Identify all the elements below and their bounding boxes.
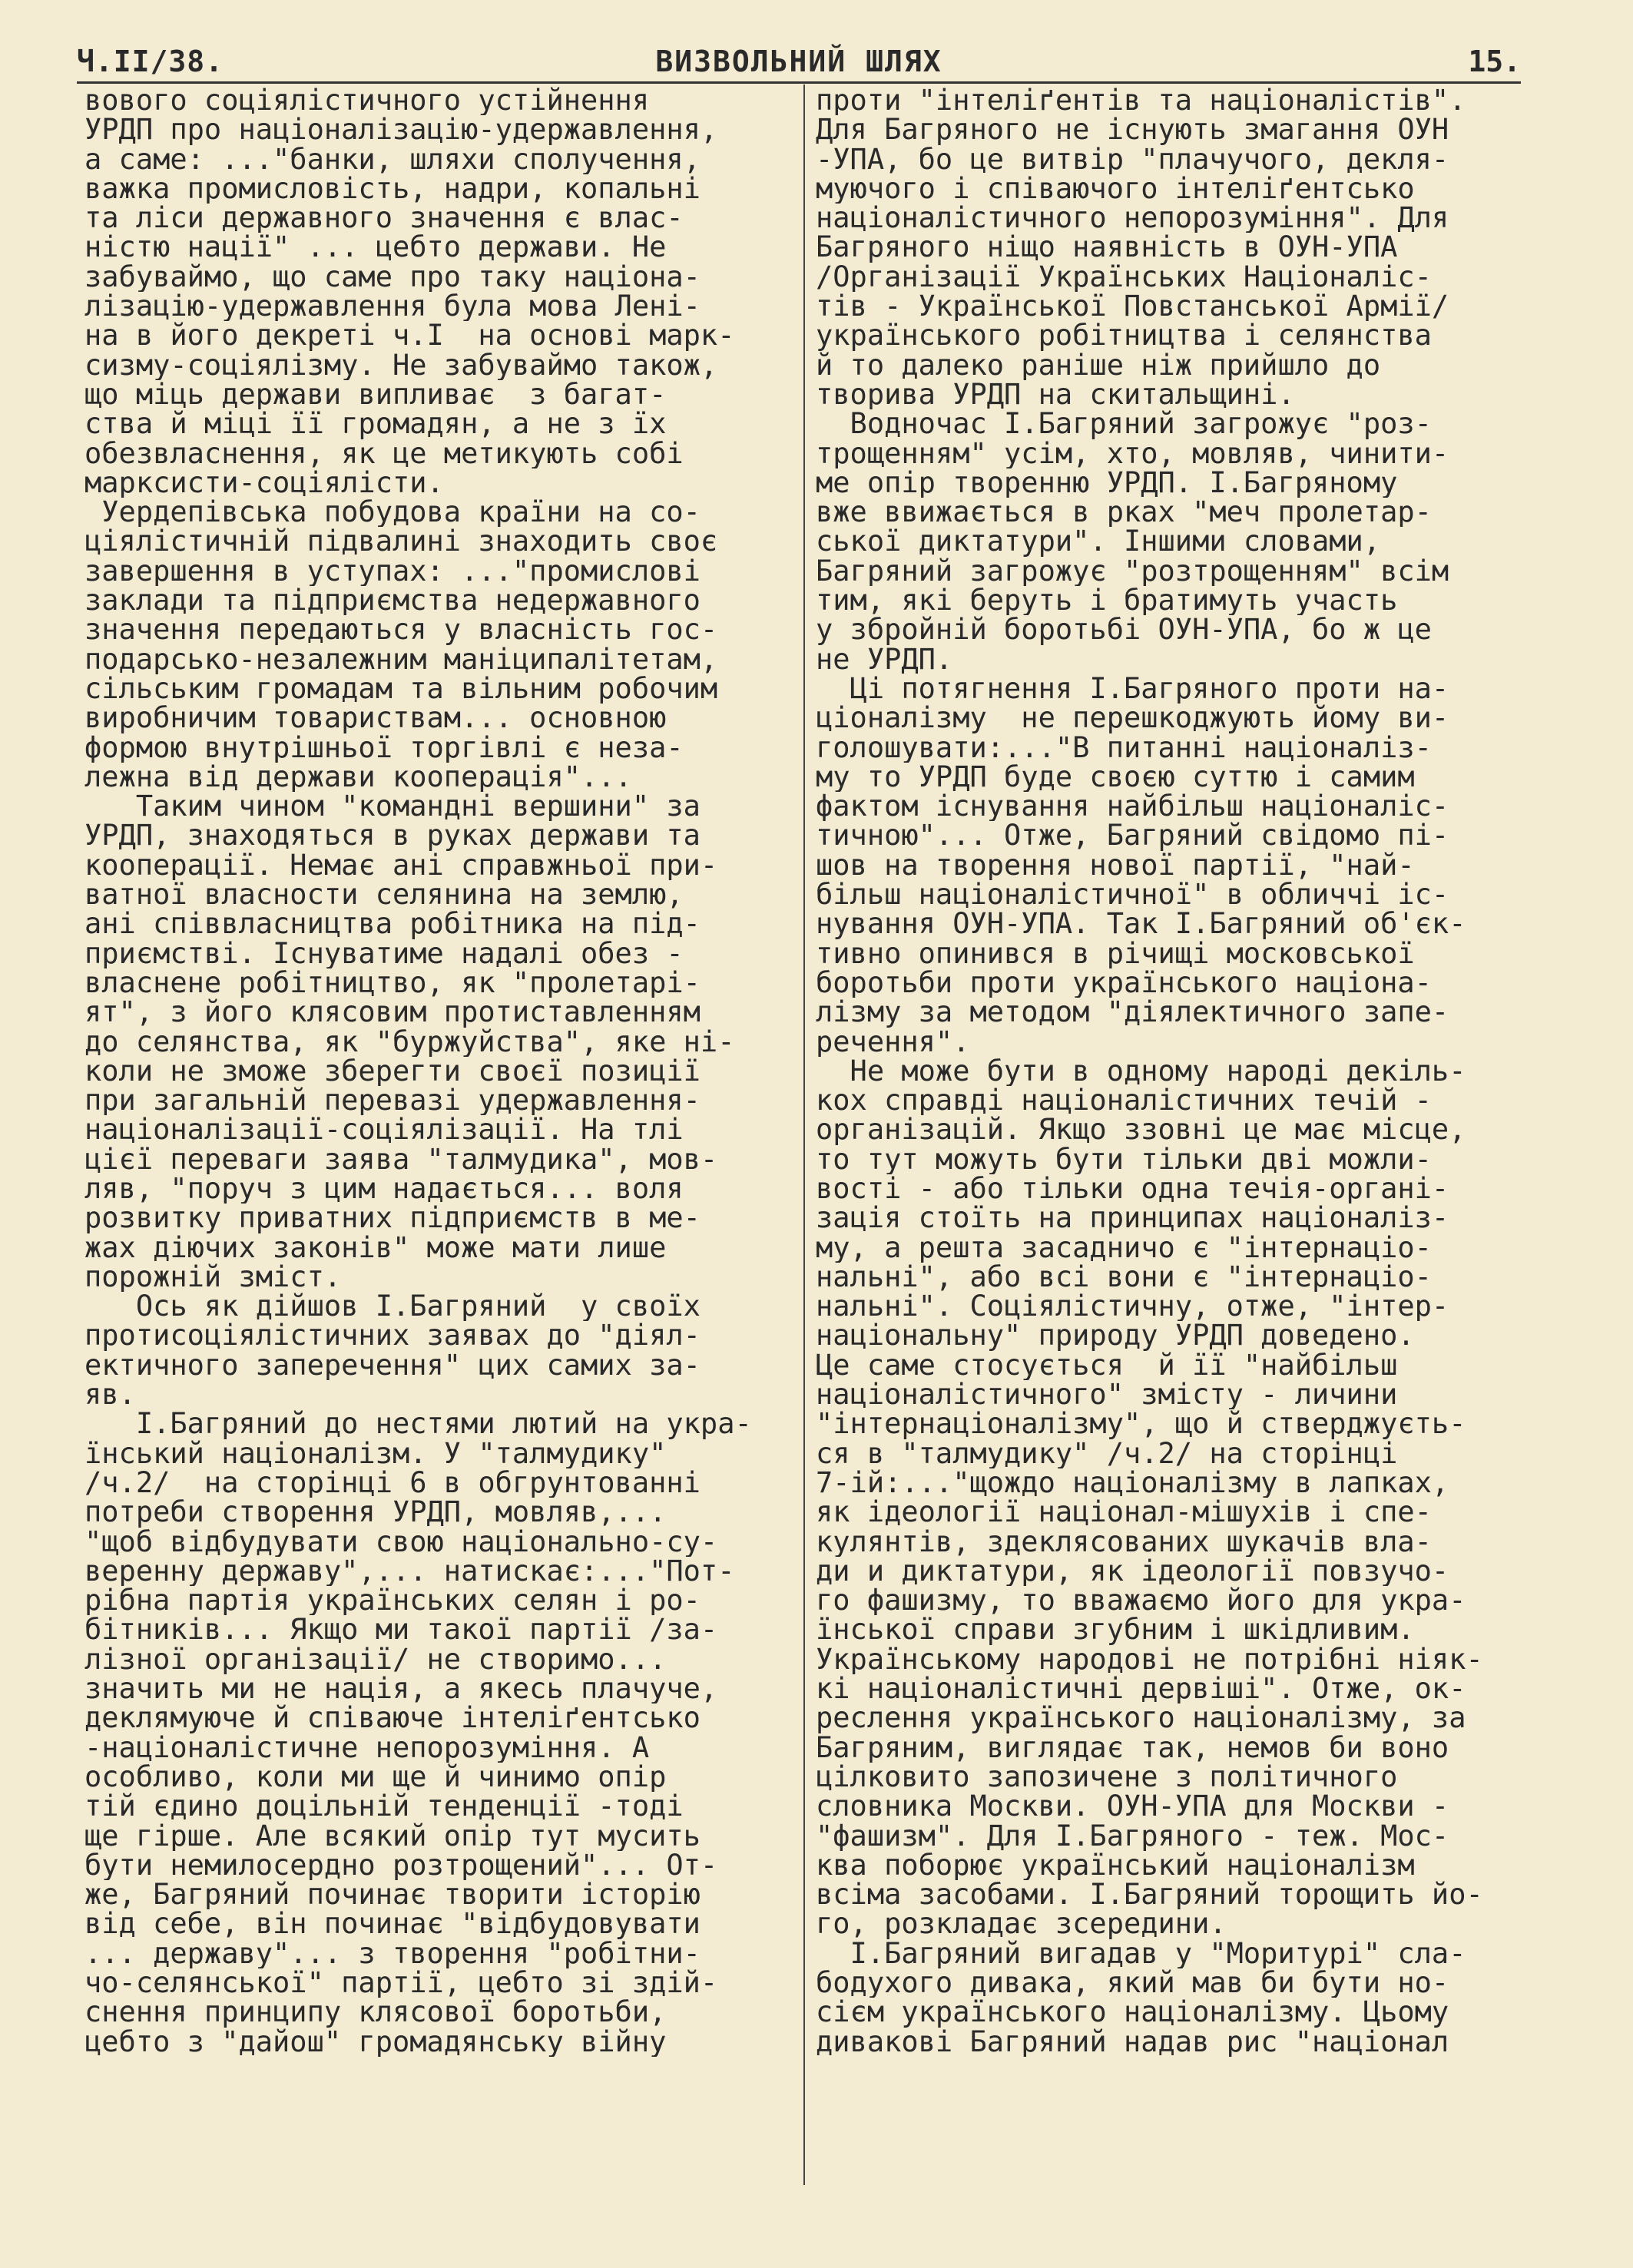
text-line: ектичного заперечення" цих самих за- [84,1350,701,1381]
text-line: деклямуюче й співаюче інтеліґентсько [84,1703,701,1733]
text-line: що міць держави випливає з багат- [84,379,667,410]
text-line: яв. [84,1380,136,1410]
text-line: жах діючих законів" може мати лише [84,1233,667,1263]
text-line: вості - або тільки одна течія-органі- [816,1174,1449,1204]
text-line: не УРДП. [816,644,953,674]
text-line: Ці потягнення I.Багряного проти на- [816,674,1449,704]
text-line: сизму-соціялізму. Не забуваймо також, [84,350,718,380]
text-line: ся в "талмудику" /ч.2/ на сторінці [816,1439,1398,1468]
text-line: проти "інтеліґентів та націоналістів". [816,86,1466,116]
text-line: бітників... Якщо ми такої партії /за- [84,1615,718,1645]
column-divider [803,84,805,2185]
text-line: вже ввижається в рках "меч пролетар- [816,498,1432,528]
text-line: то тут можуть бути тільки дві можли- [816,1144,1432,1174]
text-line: муючого і співаючого інтеліґентсько [816,174,1415,204]
text-line: лізацію-удержавлення була мова Лені- [84,292,701,322]
text-line: протисоціялістичних заявах до "діял- [84,1321,701,1351]
text-line: подарсько-незалежним маніципалітетам, [84,644,718,674]
text-line: ква поборює український націоналізм [816,1850,1415,1881]
text-line: забуваймо, що саме про таку націона- [84,262,701,293]
text-line: важка промисловість, надри, копальні [84,174,701,204]
text-line: а саме: ..."банки, шляхи сполучення, [84,144,701,174]
text-line: ністю нації" ... цебто держави. Не [84,233,667,263]
text-line: цілковито запозичене з політичного [816,1762,1398,1793]
text-line: "інтернаціоналізму", що й стверджуєть- [816,1409,1466,1439]
text-line: голошувати:..."В питанні націоналіз- [816,733,1432,763]
right-column [816,86,1538,2057]
text-line: Водночас I.Багряний загрожує "роз- [816,409,1432,439]
text-line: УРДП про націоналізацію-удержавлення, [84,115,718,145]
text-line: му то УРДП буде своєю суттю і самим [816,762,1415,793]
text-line: боротьби проти українського націона- [816,968,1432,998]
text-line: націоналістичного" змісту - личини [816,1380,1398,1410]
text-line: ляв, "поруч з цим надається... воля [84,1174,684,1204]
text-line: як ідеології націонал-мішухів і спе- [816,1498,1432,1528]
text-line: приємстві. Існуватиме надалі обез - [84,939,684,968]
text-line: же, Багряний починає творити історію [84,1880,701,1910]
text-line: кох справді націоналістичних течій - [816,1086,1432,1116]
text-line: -націоналістичне непорозуміння. А [84,1733,650,1763]
text-line: особливо, коли ми ще й чинимо опір [84,1762,667,1793]
publication-title: ВИЗВОЛЬНИЙ ШЛЯХ [655,45,942,78]
text-line: трощенням" усім, хто, мовляв, чинити- [816,439,1449,468]
text-line: вового соціялістичного устійнення [84,86,650,116]
text-line: у збройній боротьбі ОУН-УПА, бо ж це [816,615,1432,645]
text-line: націоналізації-соціялізації. На тлі [84,1115,684,1145]
text-line: власнене робітництво, як "пролетарі- [84,968,701,998]
text-line: бути немилосердно розтрощений"... От- [84,1850,718,1881]
text-line: го, розкладає зсередини. [816,1909,1227,1939]
text-line: шов на творення нової партії, "най- [816,850,1415,881]
left-column [84,86,791,2057]
text-line: веренну державу",... натискає:..."Пот- [84,1556,735,1587]
text-line: ватної власности селянина на землю, [84,880,684,910]
text-line: розвитку приватних підприємств в ме- [84,1204,701,1233]
text-line: їнської справи згубним і шкідливим. [816,1615,1415,1645]
text-line: реслення українського націоналізму, за [816,1703,1466,1733]
text-line: кі націоналістичні дервіші". Отже, ок- [816,1674,1466,1704]
header-rule [77,81,1521,84]
text-line: націоналістичного непорозуміння". Для [816,204,1449,233]
text-line: диваковi Багряний надав рис "націонал [816,2027,1449,2057]
text-line: УРДП, знаходяться в руках держави та [84,821,701,851]
text-line: сієм українського націоналізму. Цьому [816,1998,1449,2028]
text-line: ме опір творенню УРДП. I.Багряному [816,468,1398,498]
text-line: ства й міці її громадян, а не з їх [84,409,667,439]
text-line: ані співвласництва робітника на під- [84,909,701,939]
text-line: Ось як дійшов I.Багряний у своїх [84,1292,701,1322]
text-line: українського робітництва і селянства [816,321,1432,351]
text-line: кооперації. Немає ані справжньої при- [84,850,718,881]
text-line: Багряного ніщо наявність в ОУН-УПА [816,233,1398,263]
text-line: тивно опинився в річищі московської [816,939,1415,968]
text-line: сільським громадам та вільним робочим [84,674,718,704]
text-line: снення принципу клясової боротьби, [84,1998,667,2028]
text-line: всіма засобами. I.Багряний торощить йо- [816,1880,1483,1910]
text-line: чо-селянської" партії, цебто зі здій- [84,1968,718,1998]
issue-number: Ч.II/38. [77,45,224,78]
text-line: /ч.2/ на сторінці 6 в обгрунтованні [84,1468,701,1498]
text-line: національну" природу УРДП доведено. [816,1321,1415,1351]
text-line: й то далеко раніше ніж прийшло до [816,350,1381,380]
text-line: тій єдино доцільній тенденції -тоді [84,1792,684,1822]
text-line: ще гірше. Але всякий опір тут мусить [84,1821,701,1851]
text-line: Не може бути в одному народі декіль- [816,1056,1466,1087]
text-line: I.Багряний до нестями лютий на укра- [84,1409,752,1439]
text-line: до селянства, як "буржуйства", яке ні- [84,1027,735,1057]
text-line: речення". [816,1027,970,1057]
text-line: рібна партія українських селян і ро- [84,1586,701,1616]
text-line: нування ОУН-УПА. Так I.Багряний об'єк- [816,909,1466,939]
text-line: -УПА, бо це витвір "плачучого, декля- [816,144,1449,174]
text-line: 7-ій:..."щождо націоналізму в лапках, [816,1468,1449,1498]
text-line: цієї переваги заява "талмудика", мов- [84,1144,718,1174]
text-line: порожній зміст. [84,1262,342,1293]
text-line: їнський націоналізм. У "талмудику" [84,1439,667,1468]
text-line: Уердепівська побудова країни на со- [84,498,701,528]
text-line: Багряний загрожує "розтрощенням" всім [816,556,1449,587]
text-line: на в його декреті ч.I на основі марк- [84,321,735,351]
text-line: значить ми не нація, а якесь плачуче, [84,1674,718,1704]
text-line: при загальній перевазі удержавлення- [84,1086,701,1116]
text-line: завершення в уступах: ..."промислові [84,556,701,587]
text-line: та ліси державного значення є влас- [84,204,684,233]
text-line: "щоб відбудувати свою національно-су- [84,1527,718,1557]
text-line: ди и диктатури, як ідеології повзучо- [816,1556,1449,1587]
text-line: коли не зможе зберегти своєї позиції [84,1056,701,1087]
text-line: лізної організації/ не створимо... [84,1644,667,1675]
text-line: творива УРДП на скитальщині. [816,379,1295,410]
text-line: Українському народові не потрібні ніяк- [816,1644,1483,1675]
text-line: тів - Української Повстанської Армії/ [816,292,1449,322]
text-line: Таким чином "командні вершини" за [84,792,701,822]
text-line: Це саме стосується й її "найбільш [816,1350,1398,1381]
text-line: бодухого дивака, який мав би бути но- [816,1968,1449,1998]
page-header [77,45,1521,81]
text-line: ської диктатури". Іншими словами, [816,527,1381,557]
text-line: потреби створення УРДП, мовляв,... [84,1498,667,1528]
text-line: цебто з "дайош" громадянську війну [84,2027,667,2057]
text-line: I.Багряний вигадав у "Моритурі" сла- [816,1939,1466,1968]
text-line: му, а решта засадничо є "інтернаціо- [816,1233,1432,1263]
text-line: го фашизму, то вважаємо його для укра- [816,1586,1466,1616]
text-line: ят", з його клясовим протиставленням [84,998,701,1028]
text-line: від себе, він починає "відбудовувати [84,1909,701,1939]
text-line: фактом існування найбільш націоналіс- [816,792,1449,822]
text-line: виробничим товариствам... основною [84,704,667,733]
text-line: організацій. Якщо ззовні це має місце, [816,1115,1466,1145]
text-line: марксисти-соціялісти. [84,468,444,498]
text-line: ... державу"... з творення "робітни- [84,1939,701,1968]
text-line: тичною"... Отже, Багряний свідомо пі- [816,821,1449,851]
text-line: Для Багряного не існують змагання ОУН [816,115,1449,145]
text-line: словника Москви. ОУН-УПА для Москви - [816,1792,1449,1822]
text-line: зація стоїть на принципах націоналіз- [816,1204,1449,1233]
text-line: формою внутрішньої торгівлі є неза- [84,733,684,763]
text-line: нальні". Соціялістичну, отже, "інтер- [816,1292,1449,1322]
text-line: обезвласнення, як це метикують собі [84,439,684,468]
page-number: 15. [1468,45,1521,78]
text-line: лізму за методом "діялектичного запе- [816,998,1449,1028]
text-line: нальні", або всі вони є "інтернаціо- [816,1262,1432,1293]
text-line: значення передаються у власність гос- [84,615,718,645]
text-line: тим, які беруть і братимуть участь [816,586,1398,616]
text-line: "фашизм". Для I.Багряного - теж. Мос- [816,1821,1449,1851]
text-line: ціялістичній підвалині знаходить своє [84,527,718,557]
text-line: кулянтів, здеклясованих шукачів вла- [816,1527,1432,1557]
text-line: заклади та підприємства недержавного [84,586,701,616]
text-line: /Організації Українських Націоналіс- [816,262,1432,293]
text-line: більш націоналістичної" в обличчі іс- [816,880,1449,910]
text-line: ціоналізму не перешкоджують йому ви- [816,704,1449,733]
text-line: лежна від держави кооперація"... [84,762,632,793]
text-line: Багряним, виглядає так, немов би воно [816,1733,1449,1763]
